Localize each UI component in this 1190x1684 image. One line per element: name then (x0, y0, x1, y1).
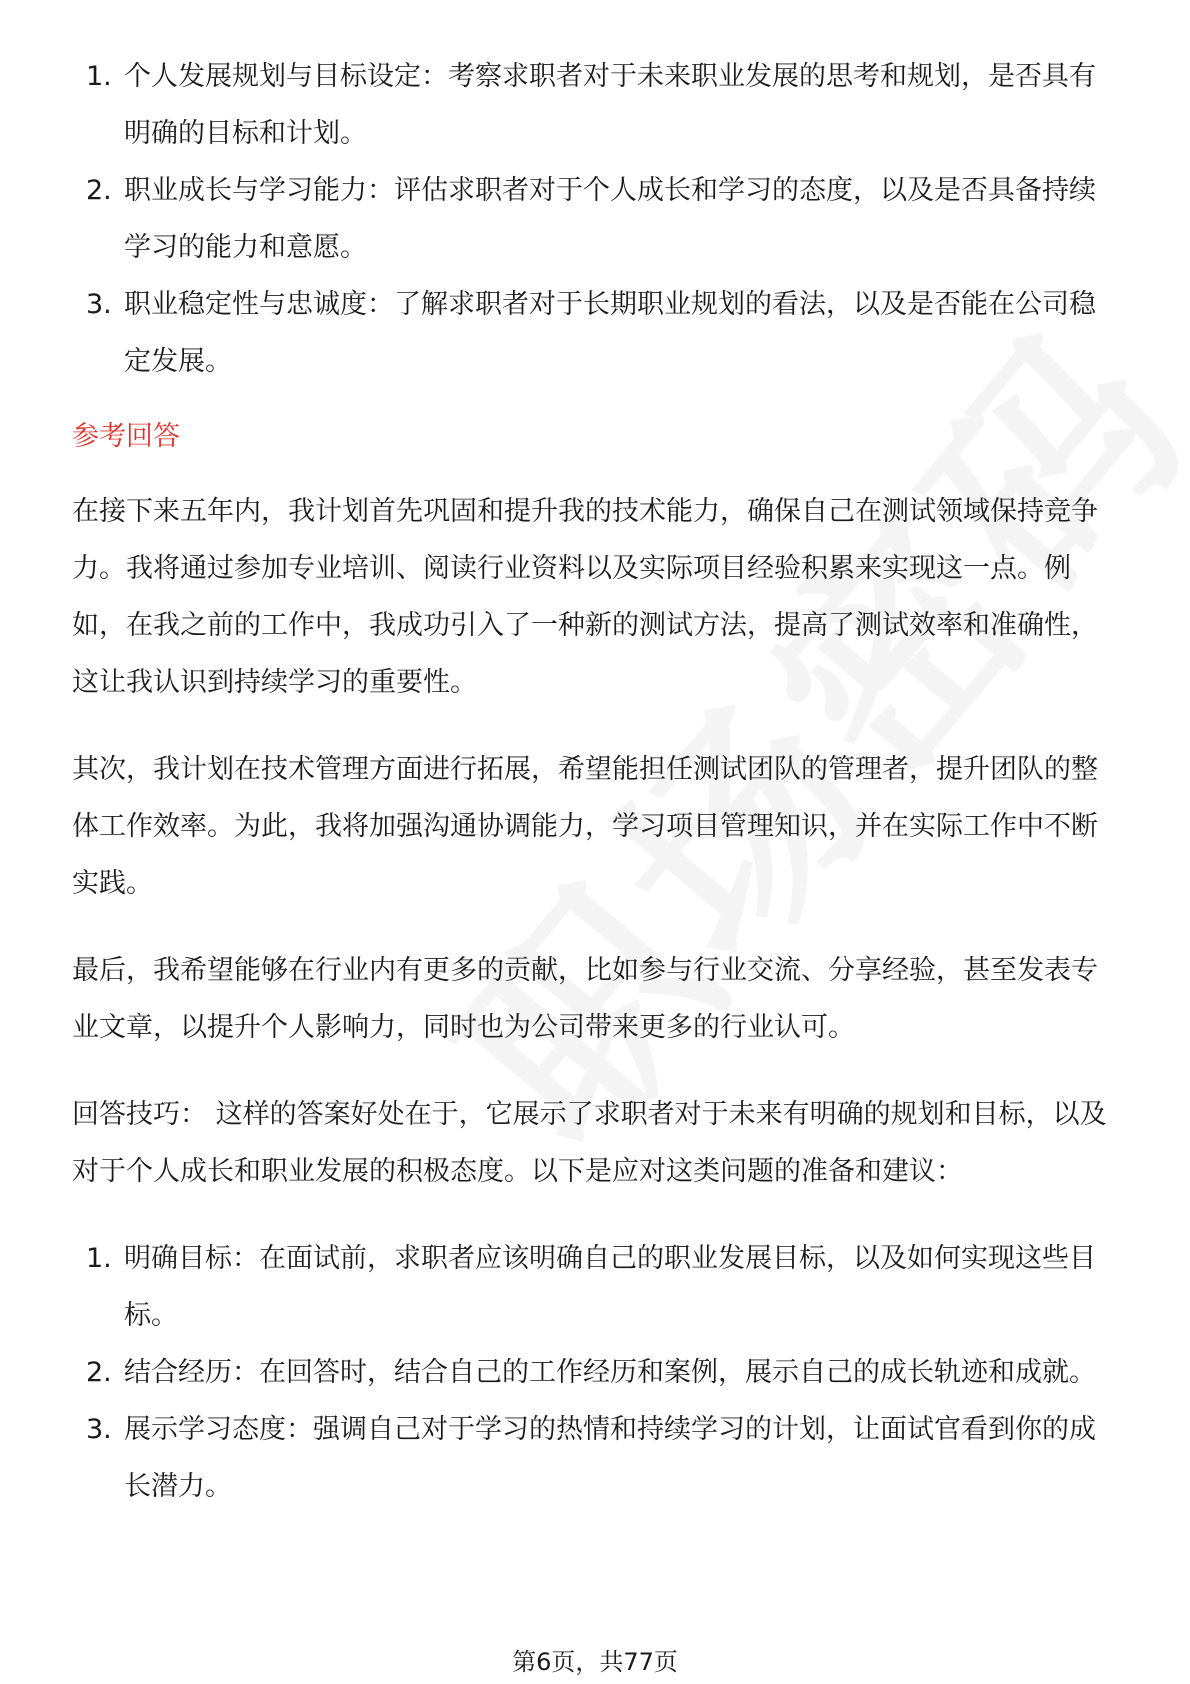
list-item (72, 48, 1120, 162)
list-item (72, 1230, 1120, 1344)
list-item (72, 1344, 1120, 1401)
answer-tips-paragraph: 回答技巧： 这样的答案好处在于，它展示了求职者对于未来有明确的规划和目标，以及对于个人成长和职业发展的积极态度。以下是应对这类问题的准备和建议： (72, 1099, 1107, 1187)
list-number: 2. (86, 1357, 112, 1388)
page-number-footer: 第6页，共77页 (512, 1648, 678, 1676)
list-item (72, 1401, 1120, 1515)
list-number: 3. (86, 1414, 112, 1445)
paragraph: 最后，我希望能够在行业内有更多的贡献，比如参与行业交流、分享经验，甚至发表专业文章，以提升个人影响力，同时也为公司带来更多的行业认可。 (72, 955, 1098, 1043)
list-item (72, 276, 1120, 390)
list-item-text: 展示学习态度：强调自己对于学习的热情和持续学习的计划，让面试官看到你的成长潜力。 (124, 1414, 1096, 1502)
list-number: 3. (86, 289, 112, 320)
suggestions-list (72, 1230, 1120, 1515)
list-number: 1. (86, 1243, 112, 1274)
evaluation-points-list (72, 48, 1120, 390)
paragraph: 其次，我计划在技术管理方面进行拓展，希望能担任测试团队的管理者，提升团队的整体工作效率。为此，我将加强沟通协调能力，学习项目管理知识，并在实际工作中不断实践。 (72, 754, 1098, 899)
section-heading: 参考回答 (72, 421, 180, 452)
page-content (72, 48, 1120, 1515)
list-item (72, 162, 1120, 276)
list-item-text: 明确目标：在面试前，求职者应该明确自己的职业发展目标，以及如何实现这些目标。 (124, 1243, 1096, 1331)
paragraph: 在接下来五年内，我计划首先巩固和提升我的技术能力，确保自己在测试领域保持竞争力。我将通过参加专业培训、阅读行业资料以及实际项目经验积累来实现这一点。例如，在我之前的工作中，我成功引入了一种新的测试方法，提高了测试效率和准确性，这让我认识到持续学习的重要性。 (72, 496, 1098, 698)
list-item-text: 职业稳定性与忠诚度：了解求职者对于长期职业规划的看法，以及是否能在公司稳定发展。 (124, 289, 1096, 377)
list-item-text: 职业成长与学习能力：评估求职者对于个人成长和学习的态度，以及是否具备持续学习的能力和意愿。 (124, 175, 1096, 263)
list-item-text: 结合经历：在回答时，结合自己的工作经历和案例，展示自己的成长轨迹和成就。 (124, 1357, 1096, 1388)
list-item-text: 个人发展规划与目标设定：考察求职者对于未来职业发展的思考和规划，是否具有明确的目标和计划。 (124, 61, 1096, 149)
list-number: 2. (86, 175, 112, 206)
list-number: 1. (86, 61, 112, 92)
